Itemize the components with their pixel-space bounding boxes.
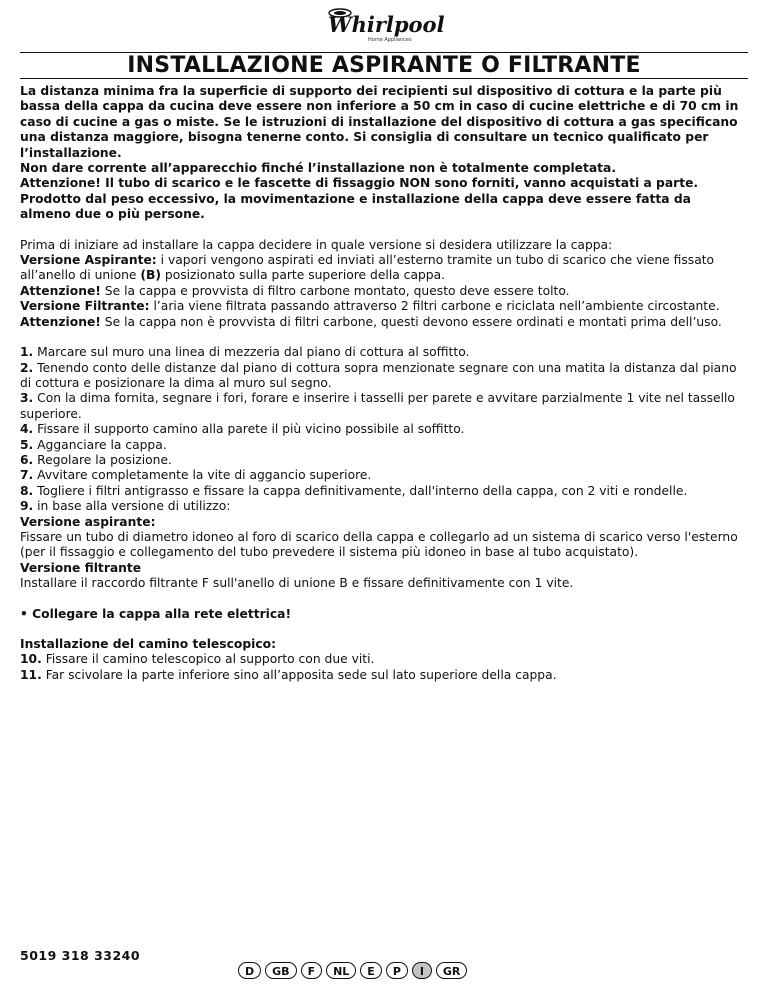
step-2 <box>20 361 746 392</box>
filtrante-text: Installare il raccordo filtrante F sull'anello di unione B e fissare definitivamente con 1 vite. <box>20 576 574 591</box>
step-number: 10. <box>20 652 42 667</box>
version-aspirante <box>20 253 746 284</box>
step-text: Marcare sul muro una linea di mezzeria dal piano di cottura al soffitto. <box>33 345 470 360</box>
product-code: 5019 318 33240 <box>20 948 141 963</box>
step-text: Fissare il camino telescopico al supporto con due viti. <box>41 652 375 667</box>
attention-2 <box>20 315 746 330</box>
warning-parts: Attenzione! Il tubo di scarico e le fascette di fissaggio NON sono forniti, vanno acquistati a parte. <box>20 176 699 191</box>
page-title: INSTALLAZIONE ASPIRANTE O FILTRANTE <box>127 53 641 78</box>
aspirante-text: Fissare un tubo di diametro idoneo al foro di scarico della cappa e collegarlo ad un sistema di scarico verso l'esterno (per il fissaggio e collegamento del tubo prevedere il sistema più idoneo in base al tubo acquistato). <box>20 529 738 560</box>
step-text: Agganciare la cappa. <box>33 437 167 452</box>
step-number: 9. <box>20 499 34 514</box>
step-4 <box>20 422 746 437</box>
whirlpool-logo-icon <box>320 4 445 44</box>
versions-section <box>20 238 746 330</box>
step-text: in base alla versione di utilizzo: <box>33 499 231 514</box>
steps-list <box>20 345 746 592</box>
versions-intro: Prima di iniziare ad installare la cappa decidere in quale versione si desidera utilizzare la cappa: <box>20 237 613 252</box>
version-aspirante-label: Versione Aspirante: <box>20 253 157 268</box>
language-badge-gb[interactable]: GB <box>265 962 296 979</box>
language-selector <box>238 962 467 979</box>
step-number: 5. <box>20 437 34 452</box>
version-filtrante-text: l’aria viene filtrata passando attraverso 2 filtri carbone e riciclata nell’ambiente circostante. <box>149 299 720 314</box>
attention-2-text: Se la cappa non è provvista di filtri carbone, questi devono essere ordinati e montati prima dell’uso. <box>100 314 722 329</box>
ring-label-b: (B) <box>140 268 161 283</box>
step-11 <box>20 668 746 683</box>
step-number: 8. <box>20 483 34 498</box>
title-rule-bottom <box>20 78 748 79</box>
whirlpool-logo <box>320 4 445 44</box>
step-8 <box>20 484 746 499</box>
telescopic-heading: Installazione del camino telescopico: <box>20 637 276 651</box>
step-text: Tenendo conto delle distanze dal piano di cottura sopra menzionate segnare con una matita la distanza dal piano di cottura e posizionare la dima al muro sul segno. <box>20 360 737 390</box>
step-5 <box>20 438 746 453</box>
telescopic-section <box>20 637 746 683</box>
aspirante-heading: Versione aspirante: <box>20 514 156 529</box>
version-aspirante-text-1: i vapori vengono aspirati ed inviati all’esterno tramite un tubo di scarico che viene fissato all’anello di unione <box>20 253 715 283</box>
instructions-body <box>20 84 746 683</box>
warning-distance: La distanza minima fra la superficie di supporto dei recipienti sul dispositivo di cottura e la parte più bassa della cappa da cucina deve essere non inferiore a 50 cm in caso di cucine elettriche e di 70 cm in caso di cucine a gas o miste. Se le istruzioni di installazione del dispositivo di cottura a gas specificano una distanza maggiore, bisogna tenerne conto. Si consiglia di consultare un tecnico qualificato per l’installazione. <box>20 84 739 160</box>
step-3 <box>20 391 746 422</box>
step-10 <box>20 652 746 667</box>
step-1 <box>20 345 746 360</box>
version-filtrante <box>20 299 746 314</box>
safety-warnings <box>20 84 746 223</box>
attention-2-label: Attenzione! <box>20 314 101 329</box>
language-badge-f[interactable]: F <box>301 962 323 979</box>
version-filtrante-label: Versione Filtrante: <box>20 299 150 314</box>
brand-name: Whirlpool <box>328 12 445 37</box>
step-text: Togliere i filtri antigrasso e fissare la cappa definitivamente, dall'interno della cappa, con 2 viti e rondelle. <box>33 483 688 498</box>
step-6 <box>20 453 746 468</box>
warning-power: Non dare corrente all’apparecchio finché l’installazione non è totalmente completata. <box>20 161 617 176</box>
brand-tagline: Home Appliances <box>368 37 412 43</box>
filtrante-heading: Versione filtrante <box>20 560 142 575</box>
step-text: Con la dima fornita, segnare i fori, forare e inserire i tasselli per parete e avvitare parzialmente 1 vite nel tassello superiore. <box>20 391 735 421</box>
step-text: Far scivolare la parte inferiore sino all’apposita sede sul lato superiore della cappa. <box>41 667 557 682</box>
attention-1-text: Se la cappa e provvista di filtro carbone montato, questo deve essere tolto. <box>100 283 570 298</box>
language-badge-i[interactable]: I <box>412 962 432 979</box>
step-9 <box>20 499 746 514</box>
step-number: 3. <box>20 391 34 406</box>
step-number: 4. <box>20 422 34 437</box>
version-aspirante-text-2: posizionato sulla parte superiore della cappa. <box>161 268 446 283</box>
step-number: 1. <box>20 345 34 360</box>
warning-weight: Prodotto dal peso eccessivo, la movimentazione e installazione della cappa deve essere fatta da almeno due o più persone. <box>20 191 691 222</box>
language-badge-e[interactable]: E <box>360 962 382 979</box>
step-text: Regolare la posizione. <box>33 452 172 467</box>
language-badge-gr[interactable]: GR <box>436 962 468 979</box>
step-number: 7. <box>20 468 34 483</box>
electric-connection-note: • Collegare la cappa alla rete elettrica! <box>20 606 292 621</box>
attention-1-label: Attenzione! <box>20 283 101 298</box>
language-badge-d[interactable]: D <box>238 962 261 979</box>
step-7 <box>20 468 746 483</box>
attention-1 <box>20 284 746 299</box>
language-badge-p[interactable]: P <box>386 962 408 979</box>
step-number: 6. <box>20 452 34 467</box>
language-badge-nl[interactable]: NL <box>326 962 356 979</box>
step-text: Fissare il supporto camino alla parete il più vicino possibile al soffitto. <box>33 422 465 437</box>
step-text: Avvitare completamente la vite di aggancio superiore. <box>33 468 372 483</box>
step-number: 11. <box>20 667 42 682</box>
step-number: 2. <box>20 360 34 375</box>
